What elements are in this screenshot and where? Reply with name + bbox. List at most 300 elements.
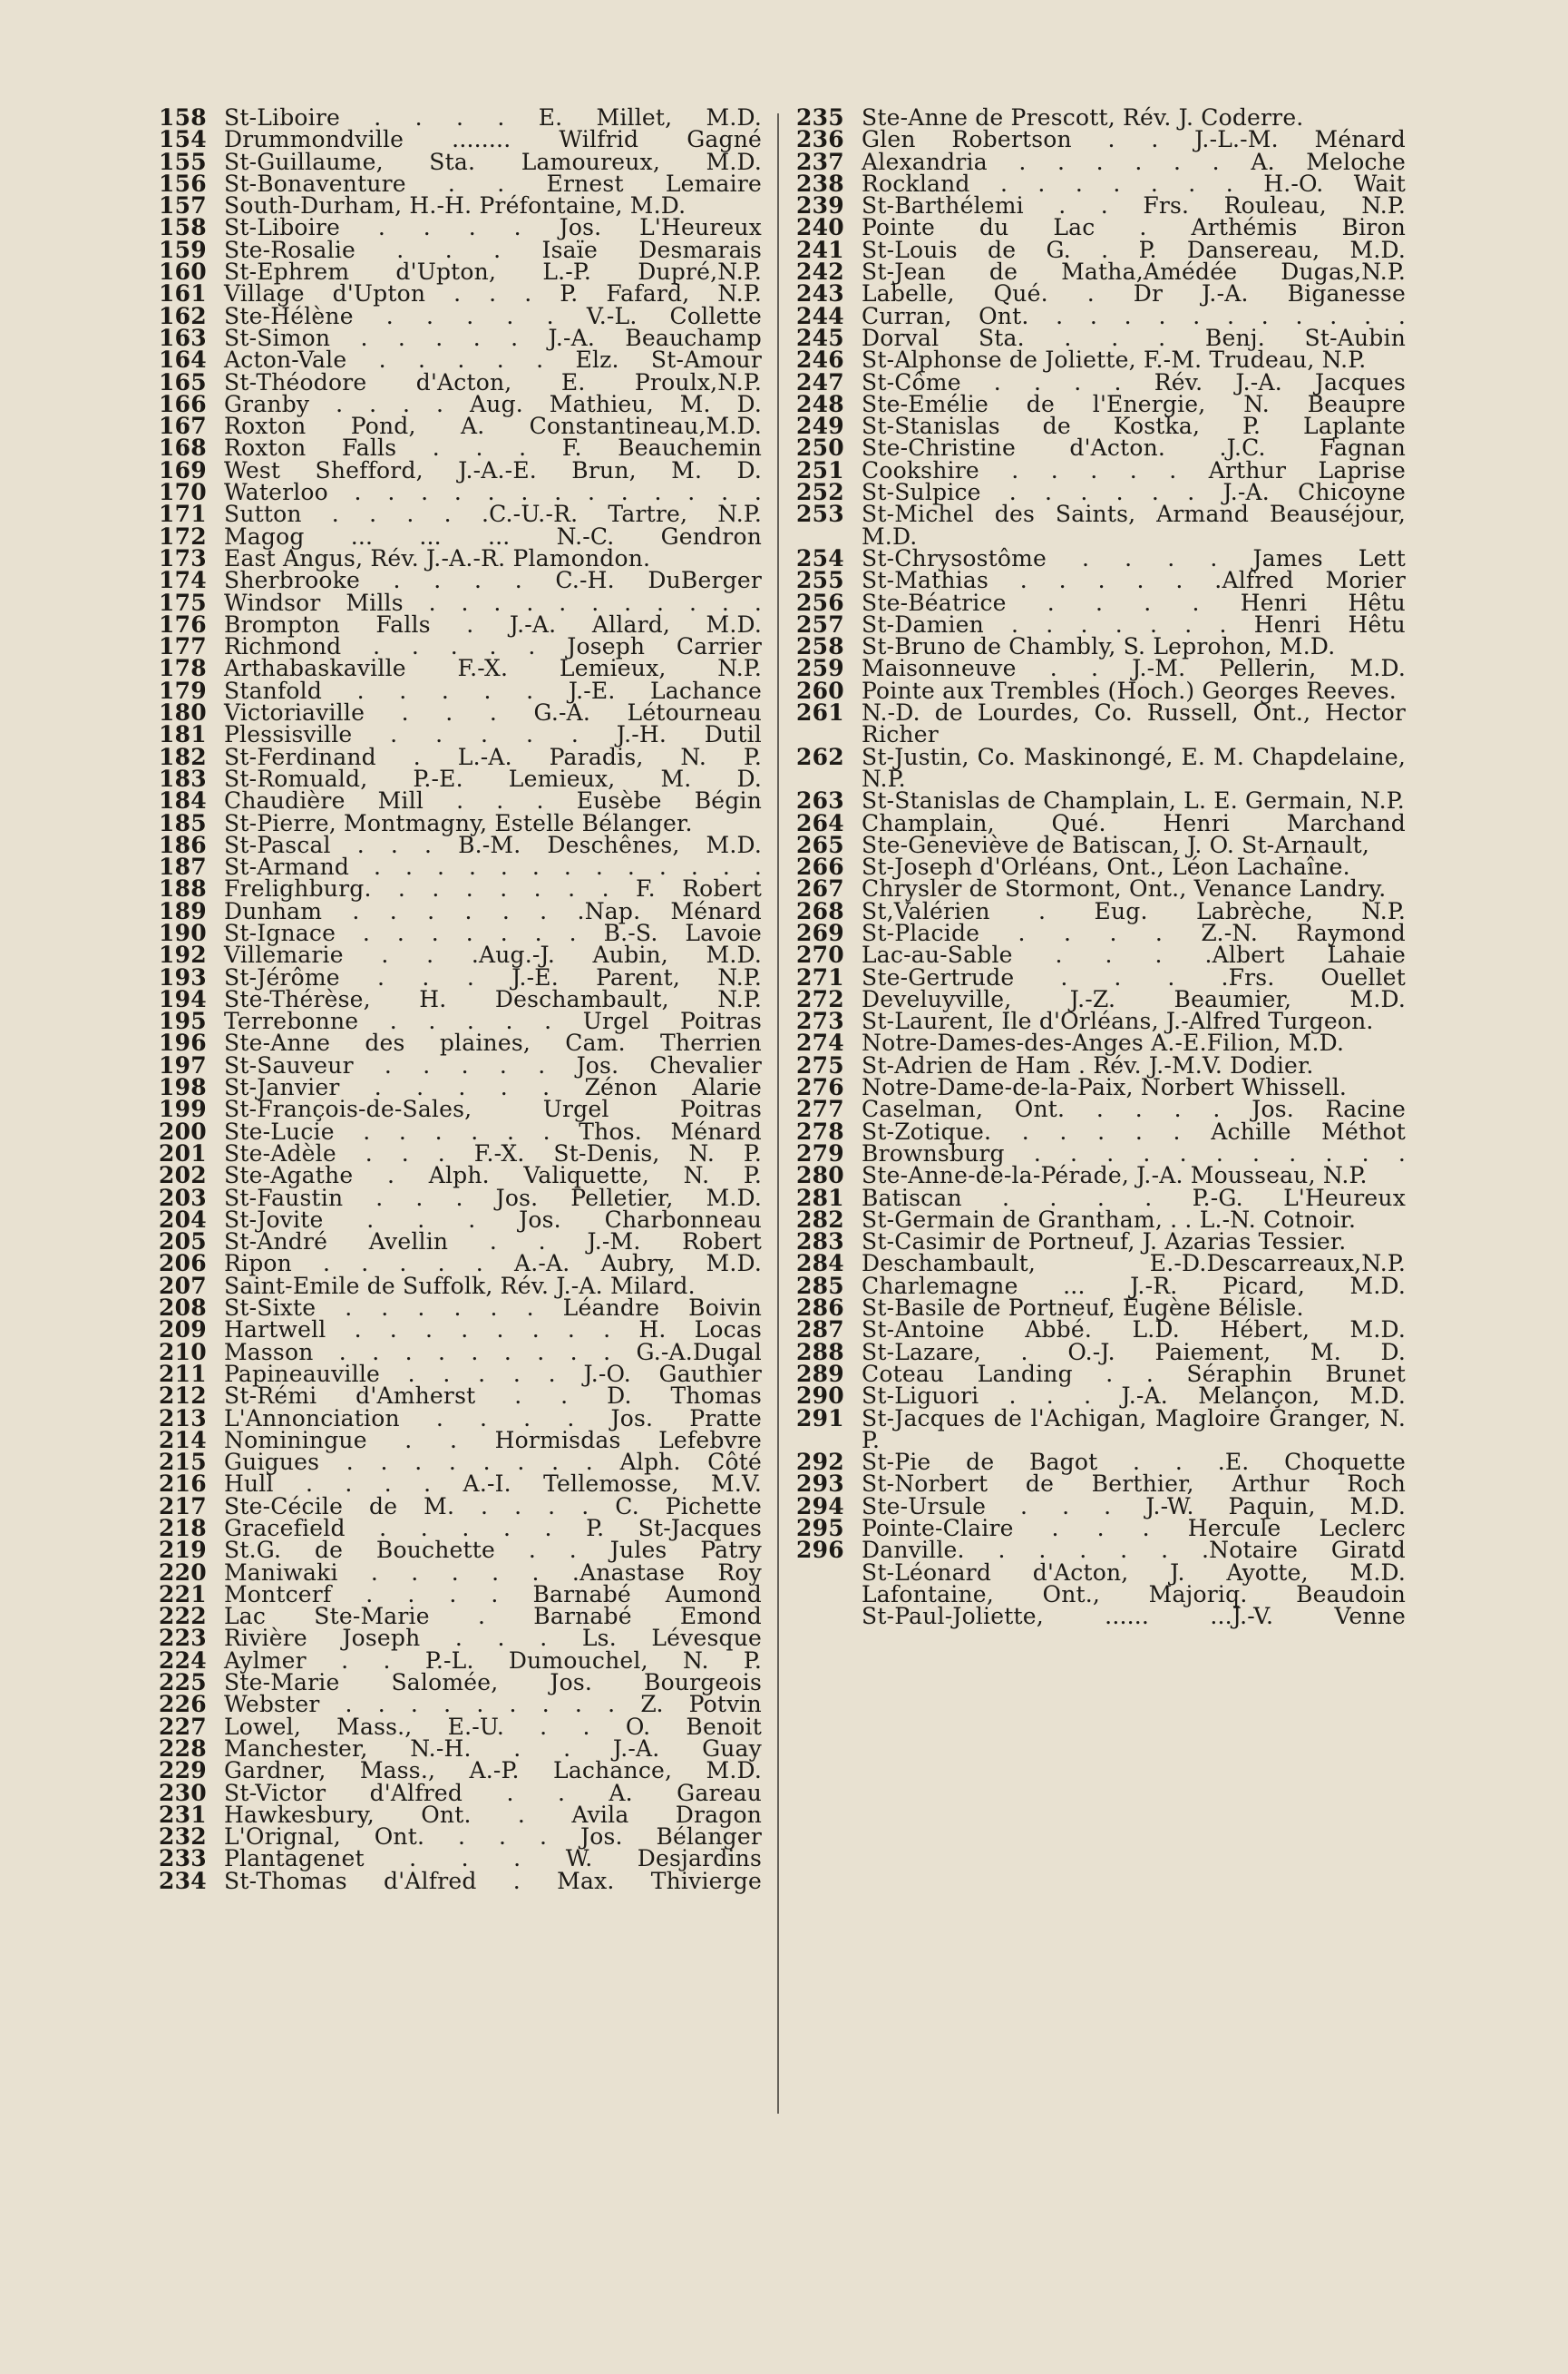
entry-number: 220: [159, 1558, 207, 1586]
entry-number: 290: [796, 1382, 844, 1410]
entry-number: 204: [159, 1206, 207, 1233]
entry-number: 214: [159, 1426, 207, 1453]
entry-text: St-Lazare, . O.-J. Paiement, M. D.: [862, 1338, 1406, 1365]
entry-number: 273: [796, 1008, 844, 1035]
entry-number: 261: [796, 699, 844, 727]
entry-number: 294: [796, 1492, 844, 1519]
entry-text: Ste-Anne de Prescott, Rév. J. Coderre.: [862, 104, 1304, 131]
entry-number: 199: [159, 1096, 207, 1123]
directory-entry: [159, 501, 762, 528]
entry-number: 196: [159, 1030, 207, 1057]
entry-text: Rivière Joseph . . . Ls. Lévesque: [224, 1625, 762, 1652]
entry-number: 248: [796, 390, 844, 417]
entry-number: 230: [159, 1779, 207, 1806]
entry-number: 252: [796, 479, 844, 506]
entry-text: Dorval Sta. . . . Benj. St-Aubin: [862, 324, 1406, 351]
directory-entry: [796, 743, 1406, 792]
entry-number: 295: [796, 1515, 844, 1541]
entry-text: St-Chrysostôme . . . . James Lett: [862, 544, 1406, 572]
directory-entry: [796, 567, 1406, 594]
entry-text: St-Norbert de Berthier, Arthur Roch: [862, 1470, 1406, 1498]
entry-text: Richmond . . . . . Joseph Carrier: [224, 633, 762, 660]
entry-text: L'Annonciation . . . . Jos. Pratte: [224, 1404, 762, 1431]
entry-text: St-Stanislas de Champlain, L. E. Germain, N.P.: [862, 787, 1405, 815]
entry-text: Terrebonne . . . . . Urgel Poitras: [224, 1008, 762, 1035]
entry-number: 284: [796, 1250, 844, 1277]
entry-text: Village d'Upton . . . P. Fafard, N.P.: [224, 280, 762, 308]
entry-text: Notre-Dame-de-la-Paix, Norbert Whissell.: [862, 1074, 1348, 1101]
entry-text: Chaudière Mill . . . Eusèbe Bégin: [224, 787, 762, 815]
entry-number: 241: [796, 236, 844, 263]
entry-text: St-Jean de Matha,Amédée Dugas,N.P.: [862, 259, 1406, 286]
entry-number: 178: [159, 655, 207, 682]
entry-text: St-Sixte . . . . . . Léandre Boivin: [224, 1294, 762, 1322]
entry-text: Batiscan . . . . P.-G. L'Heureux: [862, 1184, 1406, 1211]
entry-number: 263: [796, 787, 844, 815]
entry-text: Stanfold . . . . . J.-E. Lachance: [224, 677, 762, 704]
entry-text: Ste-Marie Salomée, Jos. Bourgeois: [224, 1669, 762, 1696]
entry-text: N.-D. de Lourdes, Co. Russell, Ont., Hector Richer: [862, 699, 1406, 748]
entry-number: 276: [796, 1074, 844, 1101]
entry-number: 166: [159, 390, 207, 417]
directory-entry: [796, 347, 1406, 374]
entry-text: Ste-Anne des plaines, Cam. Therrien: [224, 1030, 762, 1057]
entry-number: 285: [796, 1272, 844, 1299]
entry-number: 177: [159, 633, 207, 660]
directory-entry: [796, 1316, 1406, 1343]
directory-entry: [796, 699, 1406, 748]
entry-number: 173: [159, 544, 207, 572]
entry-number: 283: [796, 1228, 844, 1255]
directory-entry: [796, 942, 1406, 969]
entry-number: 253: [796, 501, 844, 528]
entry-number: 184: [159, 787, 207, 815]
entry-number: 240: [796, 214, 844, 241]
entry-text: St-Michel des Saints, Armand Beauséjour, M.D.: [862, 501, 1406, 550]
entry-text: St-Barthélemi . . Frs. Rouleau, N.P.: [862, 192, 1406, 220]
entry-number: 161: [159, 280, 207, 308]
entry-number: 239: [796, 192, 844, 220]
directory-entry: [159, 1382, 762, 1410]
entry-text: St.G. de Bouchette . . Jules Patry: [224, 1537, 762, 1564]
entry-text: St-Guillaume, Sta. Lamoureux, M.D.: [224, 148, 762, 175]
entry-text: Notre-Dames-des-Anges A.-E.Filion, M.D.: [862, 1030, 1345, 1057]
entry-text: Ste-Emélie de l'Energie, N. Beaupre: [862, 390, 1406, 417]
directory-entry: [159, 1757, 762, 1784]
entry-number: 176: [159, 611, 207, 638]
entry-text: Papineauville . . . . . J.-O. Gauthier: [224, 1360, 762, 1387]
entry-number: 198: [159, 1074, 207, 1101]
entry-number: 245: [796, 324, 844, 351]
directory-entry: [796, 1096, 1406, 1123]
entry-text: Gardner, Mass., A.-P. Lachance, M.D.: [224, 1757, 762, 1784]
entry-text: Develuyville, J.-Z. Beaumier, M.D.: [862, 985, 1406, 1012]
entry-text: St-François-de-Sales, Urgel Poitras: [224, 1096, 762, 1123]
entry-number: 193: [159, 963, 207, 991]
entry-number: 256: [796, 589, 844, 616]
entry-text: Montcerf . . . . Barnabé Aumond: [224, 1580, 762, 1607]
entry-text: Pointe aux Trembles (Hoch.) Georges Reeves.: [862, 677, 1397, 704]
entry-text: Charlemagne ... J.-R. Picard, M.D.: [862, 1272, 1406, 1299]
entry-text: St,Valérien . Eug. Labrèche, N.P.: [862, 897, 1406, 924]
entry-number: 234: [159, 1867, 207, 1894]
entry-number: 279: [796, 1139, 844, 1167]
entry-text: Danville. . . . . . .Notaire Giratd: [862, 1537, 1406, 1564]
entry-text: St-Victor d'Alfred . . A. Gareau: [224, 1779, 762, 1806]
left-column: [159, 104, 762, 1894]
entry-number: 187: [159, 854, 207, 881]
entry-number: 162: [159, 302, 207, 329]
entry-text: Roxton Pond, A. Constantineau,M.D.: [224, 413, 762, 440]
entry-number: 267: [796, 875, 844, 903]
entry-number: 159: [159, 236, 207, 263]
entry-number: 272: [796, 985, 844, 1012]
entry-number: 185: [159, 809, 207, 836]
entry-number: 274: [796, 1030, 844, 1057]
entry-text: St-Sulpice . . . . . . J.-A. Chicoyne: [862, 479, 1406, 506]
entry-number: 291: [796, 1404, 844, 1431]
entry-number: 157: [159, 192, 207, 220]
entry-text: St-Mathias . . . . . .Alfred Morier: [862, 567, 1406, 594]
entry-text: Pointe du Lac . Arthémis Biron: [862, 214, 1406, 241]
entry-text: Villemarie . . .Aug.-J. Aubin, M.D.: [224, 942, 762, 969]
entry-number: 232: [159, 1823, 207, 1851]
entry-text: St-Pie de Bagot . . .E. Choquette: [862, 1449, 1406, 1476]
entry-text: St-Joseph d'Orléans, Ont., Léon Lachaîne.: [862, 854, 1350, 881]
entry-number: 167: [159, 413, 207, 440]
entry-number: 271: [796, 963, 844, 991]
entry-text: Ste-Cécile de M. . . . . C. Pichette: [224, 1492, 762, 1519]
entry-text: St-Liboire . . . . Jos. L'Heureux: [224, 214, 762, 241]
entry-text: St-Pierre, Montmagny, Estelle Bélanger.: [224, 809, 693, 836]
entry-number: 292: [796, 1449, 844, 1476]
entry-text: Brownsburg . . . . . . . . . . .: [862, 1139, 1406, 1167]
entry-text: St-Léonard d'Acton, J. Ayotte, M.D.: [862, 1558, 1406, 1586]
directory-entry: [796, 1162, 1406, 1189]
directory-entry: [159, 1316, 762, 1343]
entry-text: Ste-Geneviève de Batiscan, J. O. St-Arnault,: [862, 831, 1370, 858]
entry-text: St-Placide . . . . Z.-N. Raymond: [862, 919, 1406, 946]
entry-number: 228: [159, 1734, 207, 1762]
entry-number: 236: [796, 126, 844, 153]
entry-number: 212: [159, 1382, 207, 1410]
entry-text: Ste-Agathe . Alph. Valiquette, N. P.: [224, 1162, 762, 1189]
entry-text: Ste-Anne-de-la-Pérade, J.-A. Mousseau, N.P.: [862, 1162, 1368, 1189]
entry-text: Ste-Béatrice . . . . Henri Hêtu: [862, 589, 1406, 616]
entry-number: 265: [796, 831, 844, 858]
entry-number: 172: [159, 523, 207, 550]
entry-number: 242: [796, 259, 844, 286]
entry-number: 289: [796, 1360, 844, 1387]
directory-entry: [796, 1404, 1406, 1453]
entry-text: Manchester, N.-H. . . J.-A. Guay: [224, 1734, 762, 1762]
entry-number: 181: [159, 721, 207, 748]
entry-text: St-Stanislas de Kostka, P. Laplante: [862, 413, 1406, 440]
entry-text: St-André Avellin . . J.-M. Robert: [224, 1228, 762, 1255]
directory-entry: [796, 1382, 1406, 1410]
entry-text: L'Orignal, Ont. . . . Jos. Bélanger: [224, 1823, 762, 1851]
entry-text: Cookshire . . . . . Arthur Laprise: [862, 456, 1406, 484]
entry-text: Pointe-Claire . . . Hercule Leclerc: [862, 1515, 1406, 1541]
entry-number: 255: [796, 567, 844, 594]
entry-number: 244: [796, 302, 844, 329]
entry-number: 218: [159, 1515, 207, 1541]
entry-text: Curran, Ont. . . . . . . . . . . .: [862, 302, 1406, 329]
entry-text: St-Alphonse de Joliette, F.-M. Trudeau, N.P.: [862, 347, 1367, 374]
entry-number: 287: [796, 1316, 844, 1343]
entry-number: 156: [159, 170, 207, 197]
entry-text: Frelighburg. . . . . . . . F. Robert: [224, 875, 762, 903]
entry-number: 158: [159, 214, 207, 241]
entry-text: Ripon . . . . . A.-A. Aubry, M.D.: [224, 1250, 762, 1277]
directory-entry: [796, 503, 1406, 548]
entry-number: 160: [159, 259, 207, 286]
entry-number: 158: [159, 104, 207, 131]
entry-number: 260: [796, 677, 844, 704]
directory-entry: [159, 1537, 762, 1564]
directory-entry: [796, 787, 1406, 815]
entry-text: Deschambault, E.-D.Descarreaux,N.P.: [862, 1250, 1406, 1277]
entry-number: 270: [796, 942, 844, 969]
entry-number: 293: [796, 1470, 844, 1498]
entry-number: 264: [796, 809, 844, 836]
entry-text: Sherbrooke . . . . C.-H. DuBerger: [224, 567, 762, 594]
entry-text: Dunham . . . . . . .Nap. Ménard: [224, 897, 762, 924]
directory-entry: [159, 347, 762, 374]
entry-text: Acton-Vale . . . . . Elz. St-Amour: [224, 347, 762, 374]
entry-text: Rockland . . . . . . . H.-O. Wait: [862, 170, 1406, 197]
entry-number: 213: [159, 1404, 207, 1431]
entry-number: 203: [159, 1184, 207, 1211]
entry-text: Windsor Mills . . . . . . . . . . .: [224, 589, 762, 616]
entry-text: Coteau Landing . . Séraphin Brunet: [862, 1360, 1406, 1387]
entry-number: 192: [159, 942, 207, 969]
entry-text: Brompton Falls . J.-A. Allard, M.D.: [224, 611, 762, 638]
entry-number: 296: [796, 1537, 844, 1564]
entry-text: St-Côme . . . . Rév. J.-A. Jacques: [862, 368, 1406, 396]
entry-text: Ste-Thérèse, H. Deschambault, N.P.: [224, 985, 762, 1012]
entry-text: St-Germain de Grantham, . . L.-N. Cotnoir.: [862, 1206, 1357, 1233]
entry-number: 165: [159, 368, 207, 396]
entry-text: St-Zotique. . . . . . Achille Méthot: [862, 1118, 1406, 1145]
entry-text: St-Janvier . . . . . Zénon Alarie: [224, 1074, 762, 1101]
entry-number: 226: [159, 1691, 207, 1718]
directory-entry: [796, 1537, 1406, 1564]
directory-entry: [159, 787, 762, 815]
entry-number: 217: [159, 1492, 207, 1519]
entry-text: Alexandria . . . . . . A. Meloche: [862, 148, 1406, 175]
entry-text: Arthabaskaville F.-X. Lemieux, N.P.: [224, 655, 762, 682]
entry-text: Plessisville . . . . . J.-H. Dutil: [224, 721, 762, 748]
entry-number: 268: [796, 897, 844, 924]
entry-number: 190: [159, 919, 207, 946]
entry-number: 175: [159, 589, 207, 616]
entry-number: 237: [796, 148, 844, 175]
column-divider: [777, 113, 779, 2114]
entry-text: Plantagenet . . . W. Desjardins: [224, 1845, 762, 1872]
entry-text: Ste-Lucie . . . . . . Thos. Ménard: [224, 1118, 762, 1145]
entry-text: Ste-Ursule . . . J.-W. Paquin, M.D.: [862, 1492, 1406, 1519]
entry-text: St-Antoine Abbé. L.D. Hébert, M.D.: [862, 1316, 1406, 1343]
entry-number: 249: [796, 413, 844, 440]
entry-number: 194: [159, 985, 207, 1012]
entry-text: Ste-Hélène . . . . . V.-L. Collette: [224, 302, 762, 329]
entry-number: 154: [159, 126, 207, 153]
entry-text: St-Rémi d'Amherst . . D. Thomas: [224, 1382, 762, 1410]
entry-number: 257: [796, 611, 844, 638]
entry-text: St-Liboire . . . . E. Millet, M.D.: [224, 104, 762, 131]
entry-number: 250: [796, 435, 844, 462]
entry-number: 238: [796, 170, 844, 197]
entry-number: 206: [159, 1250, 207, 1277]
directory-entry: [159, 126, 762, 153]
entry-text: St-Jérôme . . . J.-E. Parent, N.P.: [224, 963, 762, 991]
entry-number: 168: [159, 435, 207, 462]
entry-number: 195: [159, 1008, 207, 1035]
entry-number: 200: [159, 1118, 207, 1145]
entry-number: 247: [796, 368, 844, 396]
entry-text: Glen Robertson . . J.-L.-M. Ménard: [862, 126, 1406, 153]
entry-number: 227: [159, 1713, 207, 1740]
entry-text: St-Simon . . . . . J.-A. Beauchamp: [224, 324, 762, 351]
entry-text: West Shefford, J.-A.-E. Brun, M. D.: [224, 456, 762, 484]
entry-text: Roxton Falls . . . F. Beauchemin: [224, 435, 762, 462]
entry-number: 281: [796, 1184, 844, 1211]
entry-text: St-Armand . . . . . . . . . . . . .: [224, 854, 762, 881]
entry-text: Hull . . . . A.-I. Tellemosse, M.V.: [224, 1470, 762, 1498]
entry-text: St-Sauveur . . . . . Jos. Chevalier: [224, 1051, 762, 1079]
entry-number: 169: [159, 456, 207, 484]
entry-number: 288: [796, 1338, 844, 1365]
entry-number: 197: [159, 1051, 207, 1079]
entry-number: 243: [796, 280, 844, 308]
entry-number: 188: [159, 875, 207, 903]
entry-number: 174: [159, 567, 207, 594]
entry-number: 223: [159, 1625, 207, 1652]
entry-text: Lowel, Mass., E.-U. . . O. Benoit: [224, 1713, 762, 1740]
directory-entry: [159, 721, 762, 748]
entry-text: St-Bruno de Chambly, S. Leprohon, M.D.: [862, 633, 1336, 660]
entry-text: Lac Ste-Marie . Barnabé Emond: [224, 1603, 762, 1630]
directory-entry: [159, 567, 762, 594]
entry-text: Saint-Emile de Suffolk, Rév. J.-A. Milard.: [224, 1272, 696, 1299]
entry-text: St-Damien . . . . . . . Henri Hêtu: [862, 611, 1406, 638]
entry-number: 235: [796, 104, 844, 131]
entry-number: 229: [159, 1757, 207, 1784]
entry-text: East Angus, Rév. J.-A.-R. Plamondon.: [224, 544, 651, 572]
entry-text: Ste-Gertrude . . . .Frs. Ouellet: [862, 963, 1406, 991]
entry-number: 282: [796, 1206, 844, 1233]
directory-entry: [159, 942, 762, 969]
entry-number: 222: [159, 1603, 207, 1630]
entry-number: 269: [796, 919, 844, 946]
directory-entry: [159, 1867, 762, 1894]
entry-text: St-Louis de G. . P. Dansereau, M.D.: [862, 236, 1406, 263]
entry-number: 186: [159, 831, 207, 858]
entry-text: St-Casimir de Portneuf, J. Azarias Tessier.: [862, 1228, 1347, 1255]
entry-text: Sutton . . . . .C.-U.-R. Tartre, N.P.: [224, 501, 762, 528]
entry-text: Champlain, Qué. Henri Marchand: [862, 809, 1406, 836]
directory-entry: [159, 1096, 762, 1123]
entry-text: Aylmer . . P.-L. Dumouchel, N. P.: [224, 1646, 762, 1674]
entry-number: 205: [159, 1228, 207, 1255]
entry-text: St-Théodore d'Acton, E. Proulx,N.P.: [224, 368, 762, 396]
entry-text: Hartwell . . . . . . . . H. Locas: [224, 1316, 762, 1343]
entry-number: 189: [159, 897, 207, 924]
right-column: [796, 104, 1406, 1630]
entry-text: Ste-Christine d'Acton. .J.C. Fagnan: [862, 435, 1406, 462]
entry-number: 259: [796, 655, 844, 682]
entry-number: 231: [159, 1801, 207, 1828]
entry-text: St-Paul-Joliette, ...... ...J.-V. Venne: [862, 1603, 1406, 1630]
entry-text: St-Ephrem d'Upton, L.-P. Dupré,N.P.: [224, 259, 762, 286]
entry-number: 216: [159, 1470, 207, 1498]
entry-number: 266: [796, 854, 844, 881]
entry-text: Maniwaki . . . . . .Anastase Roy: [224, 1558, 762, 1586]
entry-text: St-Thomas d'Alfred . Max. Thivierge: [224, 1867, 762, 1894]
entry-text: Labelle, Qué. . Dr J.-A. Biganesse: [862, 280, 1406, 308]
entry-number: 209: [159, 1316, 207, 1343]
directory-entry: [159, 1162, 762, 1189]
entry-text: South-Durham, H.-H. Préfontaine, M.D.: [224, 192, 687, 220]
directory-entry: [796, 1603, 1406, 1630]
entry-text: Victoriaville . . . G.-A. Létourneau: [224, 699, 762, 727]
entry-number: 180: [159, 699, 207, 727]
entry-text: Lac-au-Sable . . . .Albert Lahaie: [862, 942, 1406, 969]
entry-number: 163: [159, 324, 207, 351]
entry-number: 201: [159, 1139, 207, 1167]
entry-text: Guigues . . . . . . . . Alph. Côté: [224, 1449, 762, 1476]
entry-text: St-Basile de Portneuf, Eugène Bélisle.: [862, 1294, 1304, 1322]
entry-number: 258: [796, 633, 844, 660]
entry-number: 219: [159, 1537, 207, 1564]
entry-text: Maisonneuve . . J.-M. Pellerin, M.D.: [862, 655, 1406, 682]
entry-text: St-Romuald, P.-E. Lemieux, M. D.: [224, 765, 762, 792]
entry-number: 182: [159, 743, 207, 770]
entry-number: 224: [159, 1646, 207, 1674]
entry-number: 207: [159, 1272, 207, 1299]
entry-text: St-Justin, Co. Maskinongé, E. M. Chapdelaine, N.P.: [862, 743, 1406, 792]
entry-text: St-Adrien de Ham . Rév. J.-M.V. Dodier.: [862, 1051, 1314, 1079]
entry-text: St-Faustin . . . Jos. Pelletier, M.D.: [224, 1184, 762, 1211]
entry-text: Ste-Rosalie . . . Isaïe Desmarais: [224, 236, 762, 263]
entry-text: Drummondville ........ Wilfrid Gagné: [224, 126, 762, 153]
entry-text: St-Ferdinand . L.-A. Paradis, N. P.: [224, 743, 762, 770]
entry-number: 286: [796, 1294, 844, 1322]
entry-number: 246: [796, 347, 844, 374]
entry-text: Lafontaine, Ont., Majoriq. Beaudoin: [862, 1580, 1406, 1607]
entry-number: 225: [159, 1669, 207, 1696]
entry-number: 251: [796, 456, 844, 484]
entry-number: 155: [159, 148, 207, 175]
directory-entry: [796, 126, 1406, 153]
entry-number: 202: [159, 1162, 207, 1189]
entry-text: Masson . . . . . . . . . G.-A.Dugal: [224, 1338, 762, 1365]
entry-number: 208: [159, 1294, 207, 1322]
entry-number: 278: [796, 1118, 844, 1145]
entry-text: Magog ... ... ... N.-C. Gendron: [224, 523, 762, 550]
entry-text: Webster . . . . . . . . . Z. Potvin: [224, 1691, 762, 1718]
entry-text: Hawkesbury, Ont. . Avila Dragon: [224, 1801, 762, 1828]
entry-number: 164: [159, 347, 207, 374]
entry-number: 254: [796, 544, 844, 572]
entry-text: Caselman, Ont. . . . . Jos. Racine: [862, 1096, 1406, 1123]
entry-text: Waterloo . . . . . . . . . . . . .: [224, 479, 762, 506]
entry-number: 211: [159, 1360, 207, 1387]
entry-number: 171: [159, 501, 207, 528]
entry-text: St-Jovite . . . Jos. Charbonneau: [224, 1206, 762, 1233]
entry-text: Granby . . . . Aug. Mathieu, M. D.: [224, 390, 762, 417]
